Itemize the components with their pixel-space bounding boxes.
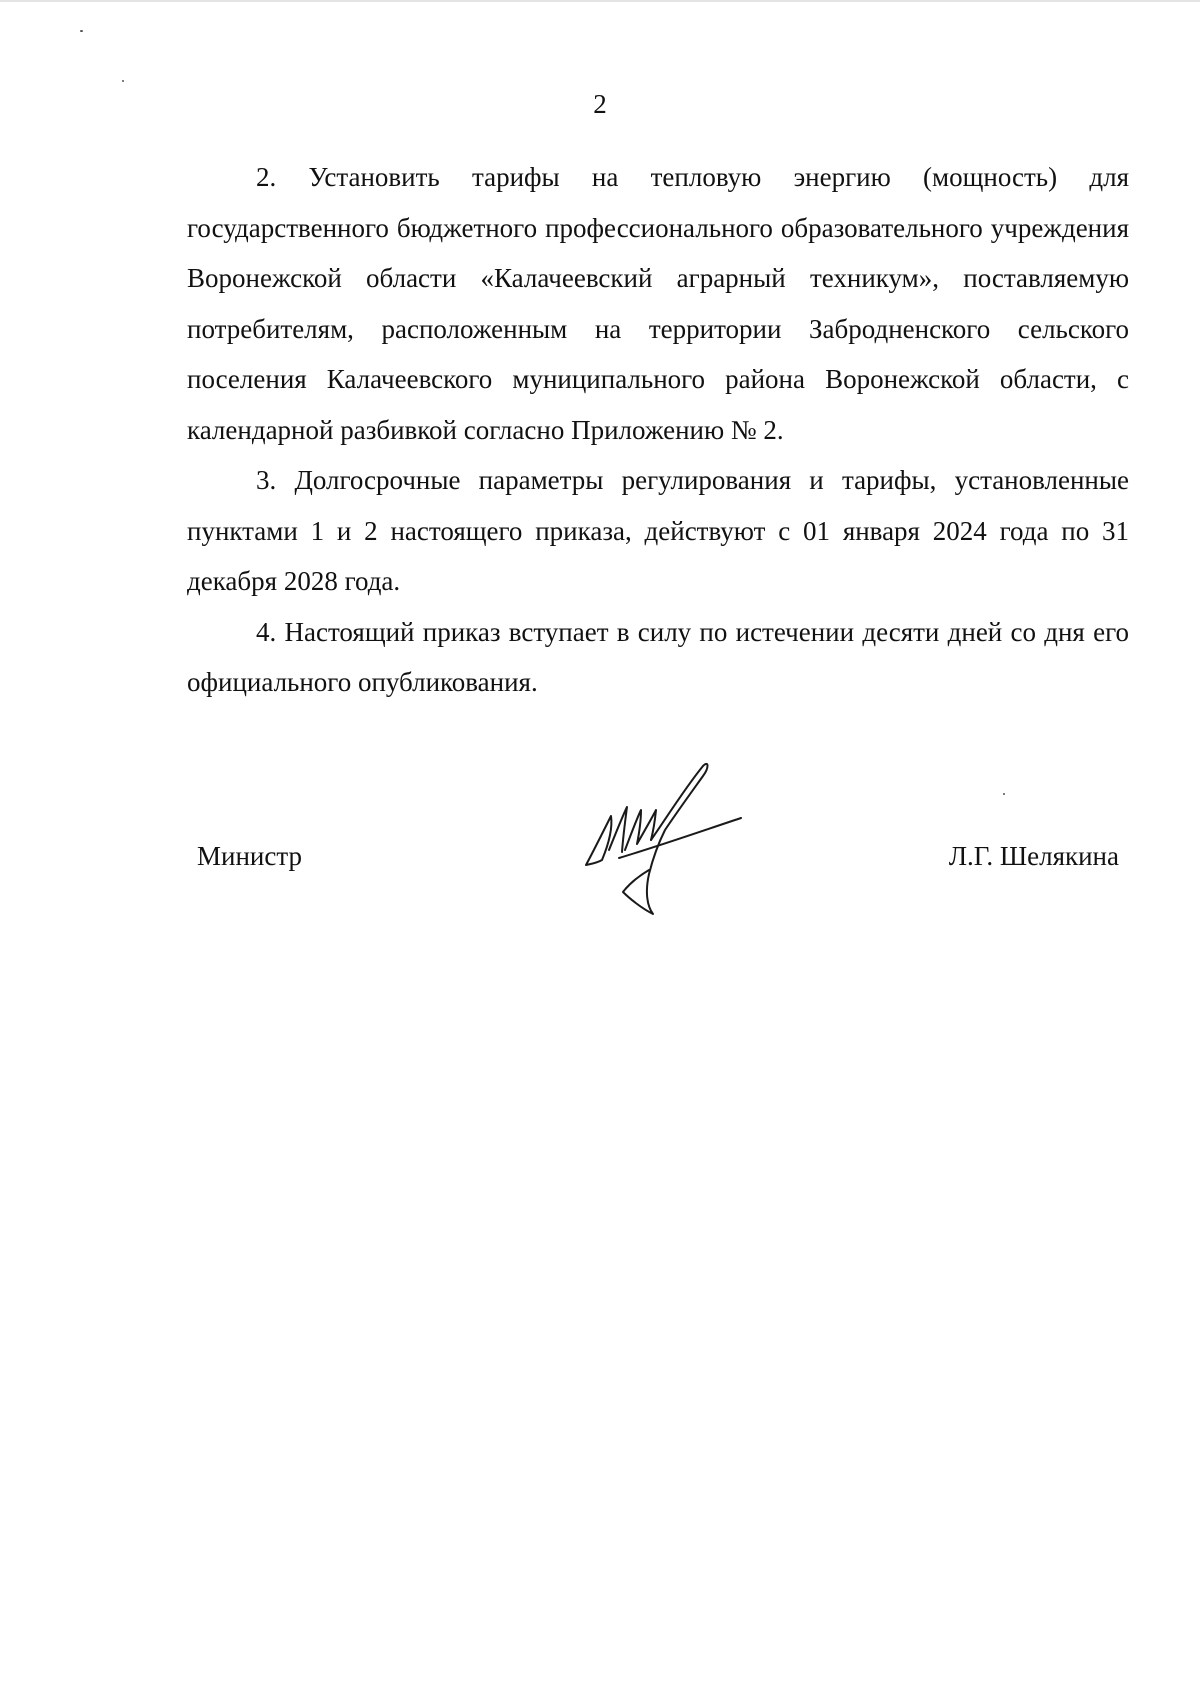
paragraph-item-3: 3. Долгосрочные параметры регулирования и тарифы, установленные пунктами 1 и 2 настоящего приказа, действуют с 01 января 2024 года по 31 декабря 2028 года. — [187, 465, 1129, 596]
signatory-name: Л.Г. Шелякина — [948, 841, 1119, 871]
paragraph-item-4: 4. Настоящий приказ вступает в силу по истечении десяти дней со дня его официального опубликования. — [187, 616, 1129, 697]
signature-block — [187, 760, 1129, 940]
scan-speck — [80, 30, 83, 32]
scan-speck — [122, 80, 124, 82]
page-number: 2 — [593, 89, 607, 119]
scan-edge — [0, 0, 1200, 2]
paragraph-item-2: 2. Установить тарифы на тепловую энергию (мощность) для государственного бюджетного профессионального образовательного учреждения Воронежской области «Калачеевский аграрный техникум», поставляемую потребителям, расположенным на территории Забродненского сельского поселения Калачеевского муниципального района Воронежской области, с календарной разбивкой согласно Приложению № 2. — [187, 162, 1129, 445]
handwritten-signature — [579, 760, 759, 940]
signatory-title: Министр — [197, 841, 302, 871]
document-body — [187, 152, 1129, 708]
